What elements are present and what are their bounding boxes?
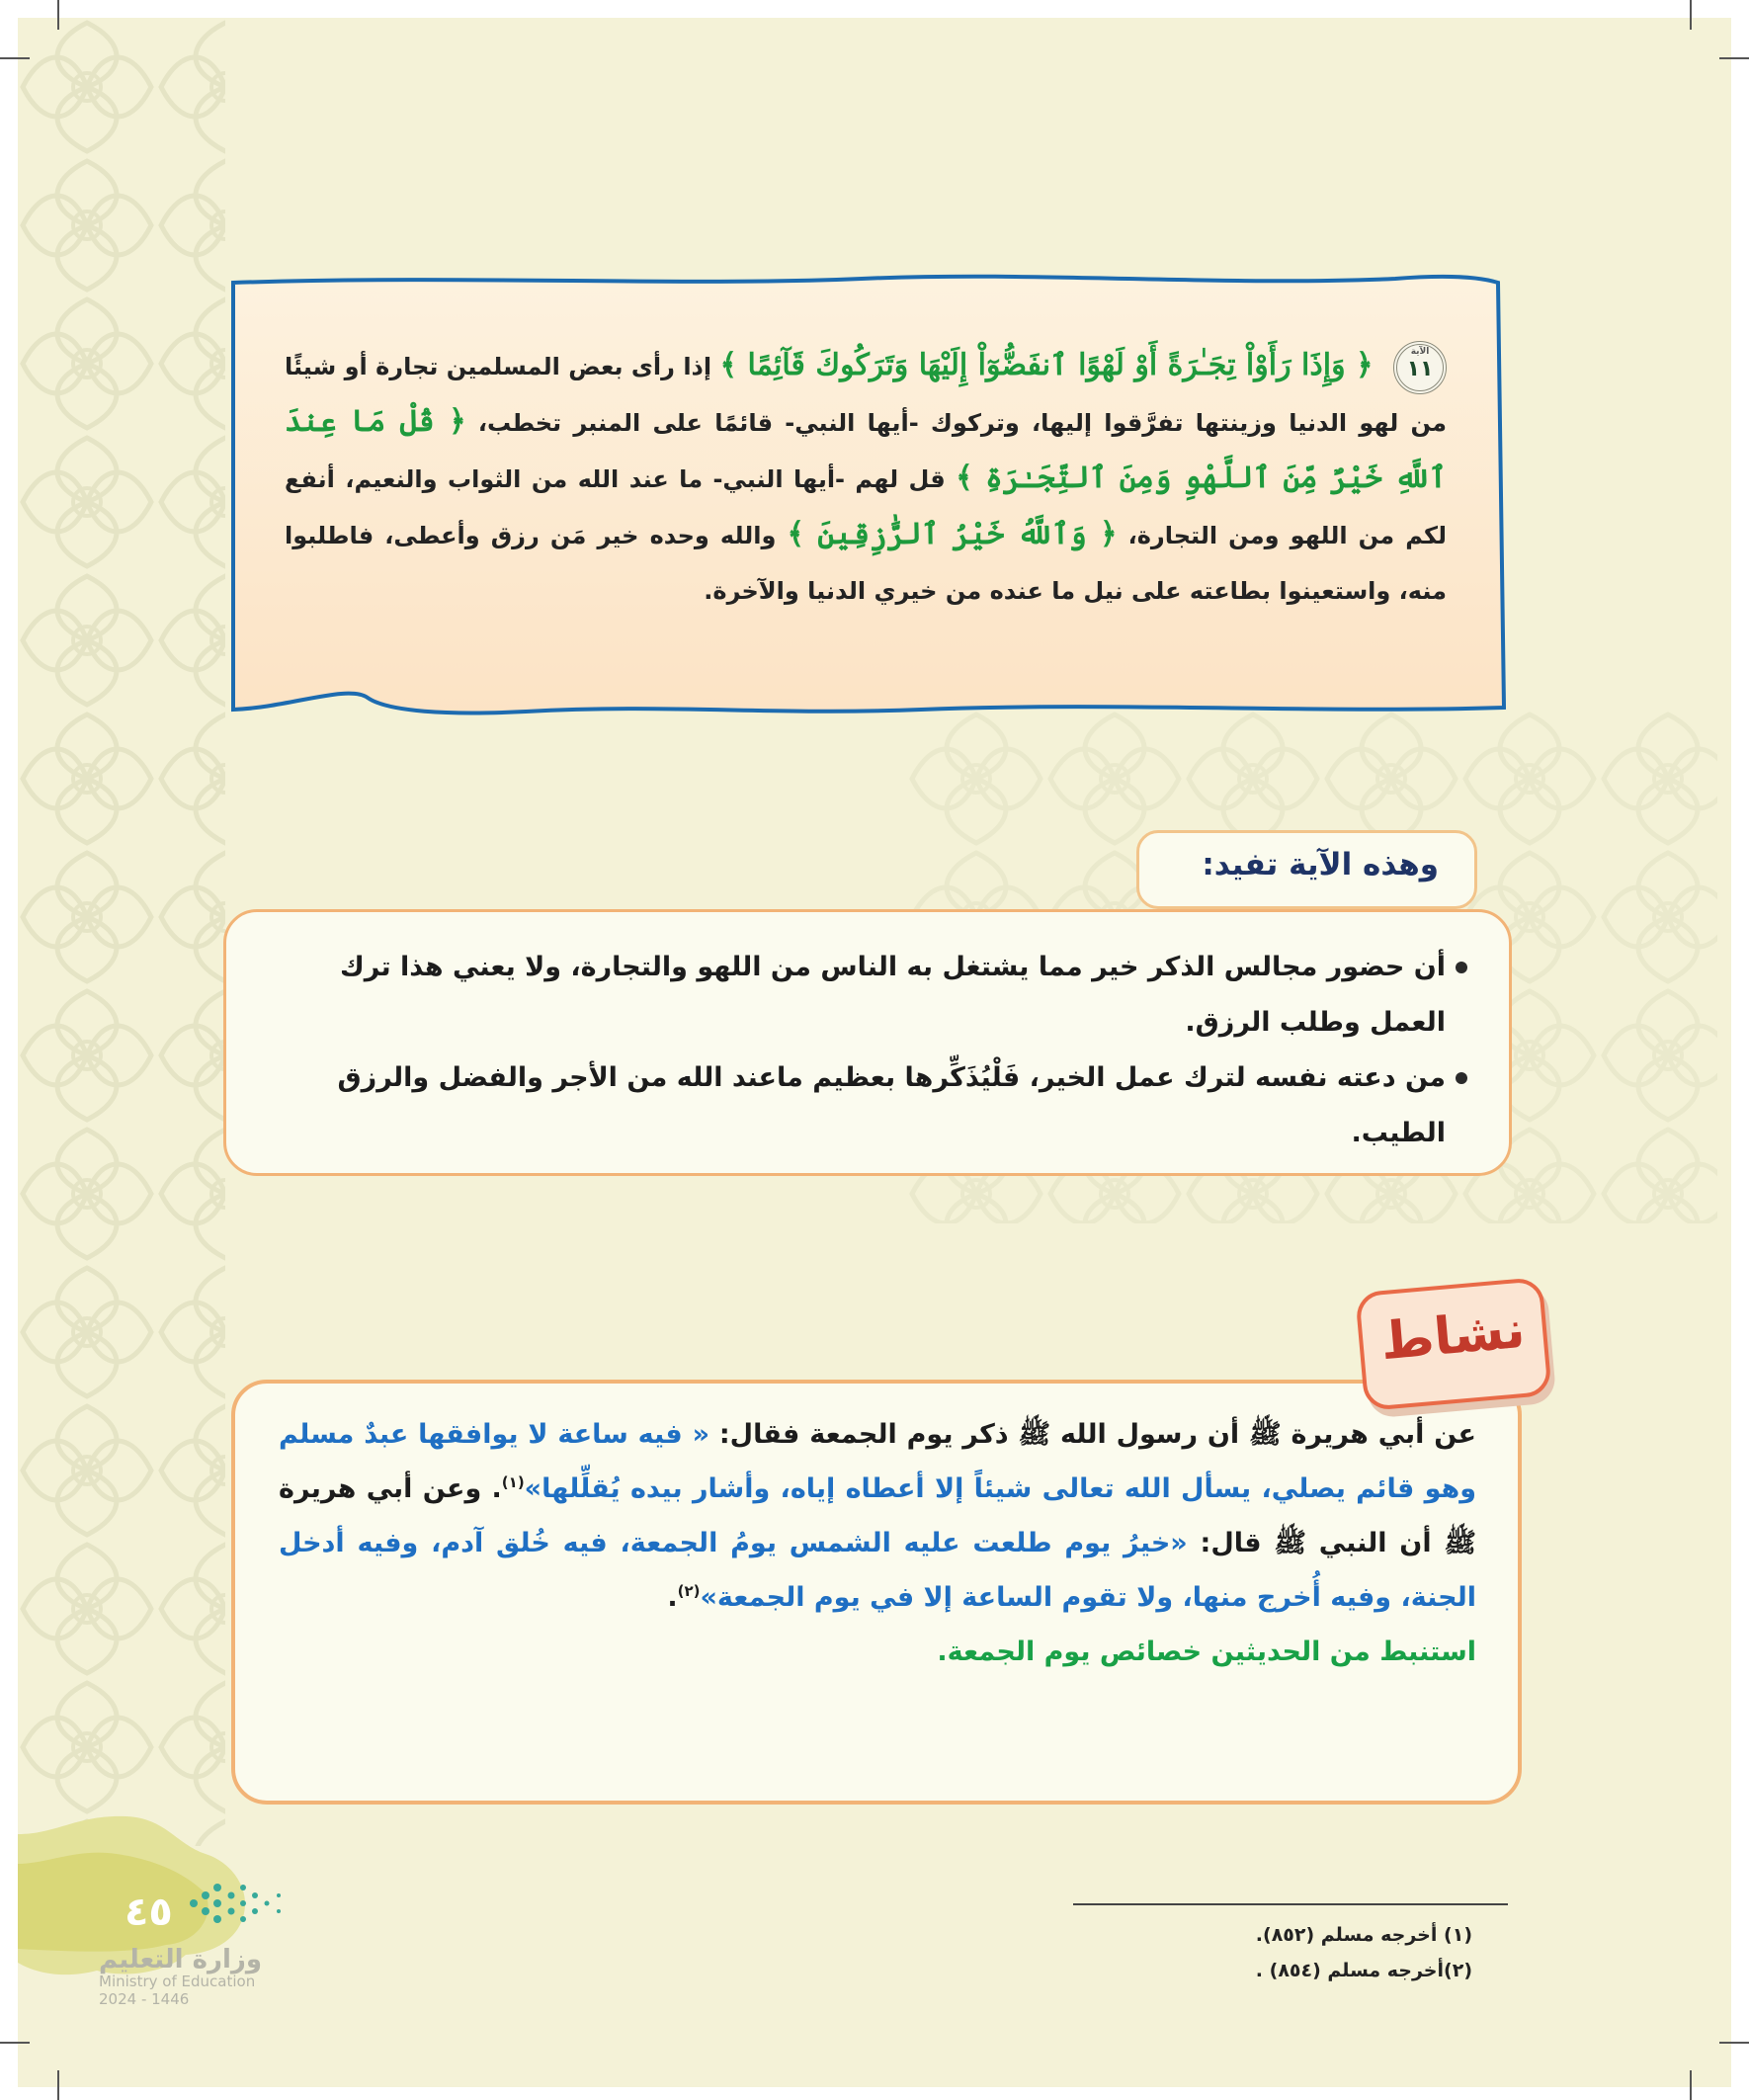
arabesque-ornament-left (18, 18, 225, 1846)
edition-year: 2024 - 1446 (99, 1990, 190, 2008)
crop-mark (1690, 2070, 1692, 2100)
crop-mark (1719, 57, 1749, 59)
crop-mark (57, 0, 59, 30)
crop-mark (1690, 0, 1692, 30)
explanation-segment: قل لهم -أيها النبي- ما عند الله من الثواب والنعيم، أنفع لكم من اللهو ومن التجارة، (285, 465, 1448, 549)
benefits-title: وهذه الآية تفيد: (1202, 847, 1439, 882)
benefit-item: أن حضور مجالس الذكر خير مما يشتغل به الناس من اللهو والتجارة، ولا يعني هذا ترك العمل وطلب الرزق. (303, 940, 1467, 1050)
crop-mark (0, 57, 30, 59)
explanation-segment: والله وحده خير مَن رزق وأعطى، فاطلبوا منه، واستعينوا بطاعته على نيل ما عنده من خيري الدنيا والآخرة. (285, 522, 1447, 605)
activity-paragraph (279, 1407, 1476, 1679)
quran-segment: ﴿ وَإِذَا رَأَوْاْ تِجَـٰرَةً أَوْ لَهْوًا ٱنفَضُّوٓاْ إِلَيْهَا وَتَرَكُوكَ قَآئِمًا ﴾ (719, 348, 1374, 382)
ministry-name-ar: وزارة التعليم (99, 1945, 262, 1974)
footnote: (٢)أخرجه مسلم (٨٥٤) . (1255, 1960, 1472, 1981)
footnotes (1256, 1917, 1472, 1988)
activity-task: استنبط من الحديثين خصائص يوم الجمعة. (937, 1637, 1476, 1667)
ayah-paragraph (285, 338, 1447, 619)
ministry-name-en: Ministry of Education (99, 1973, 256, 1990)
benefits-box (223, 909, 1512, 1176)
footnote-ref: (١) (501, 1473, 525, 1491)
benefit-item: من دعته نفسه لترك عمل الخير، فَلْيُذَكِّرها بعظيم ماعند الله من الأجر والفضل والرزق الطيب. (303, 1050, 1467, 1161)
narration-text: عن أبي هريرة ﷺ أن رسول الله ﷺ ذكر يوم الجمعة فقال: (709, 1419, 1476, 1450)
activity-badge (1355, 1277, 1552, 1411)
ayah-explanation-box (229, 273, 1508, 717)
footnote: (١) أخرجه مسلم (٨٥٢). (1255, 1924, 1472, 1946)
textbook-page (18, 18, 1731, 2087)
ministry-logo-dots (186, 1874, 294, 1933)
narration-text: . وعن أبي هريرة ﷺ أن النبي ﷺ قال: (279, 1473, 1477, 1558)
quran-segment: ﴿ وَٱللَّهُ خَيْرُ ٱلرَّٰزِقِينَ ﴾ (787, 517, 1118, 551)
narration-text: . (667, 1582, 678, 1613)
crop-mark (57, 2070, 59, 2100)
benefits-title-tab (1136, 830, 1477, 909)
benefits-list (226, 912, 1509, 1161)
page-number: ٤٥ (125, 1890, 173, 1935)
activity-badge-label: نشاط (1377, 1300, 1528, 1373)
footnote-ref: (٢) (677, 1582, 701, 1600)
ayah-number-badge: الآية ١١ (1393, 341, 1447, 394)
explanation-segment: إذا رأى بعض المسلمين تجارة أو شيئًا من لهو الدنيا وزينتها تفرَّقوا إليها، وتركوك -أيها النبي- قائمًا على المنبر تخطب، (285, 353, 1447, 437)
hadith-text: «خيرُ يوم طلعت عليه الشمس يومُ الجمعة، فيه خُلق آدم، وفيه أدخل الجنة، وفيه أُخرج منها، ولا تقوم الساعة إلا في يوم الجمعة» (279, 1528, 1476, 1613)
ministry-logo (99, 1945, 262, 2008)
crop-mark (1719, 2042, 1749, 2044)
hadith-text: « فيه ساعة لا يوافقها عبدٌ مسلم وهو قائم يصلي، يسأل الله تعالى شيئاً إلا أعطاه إياه، وأشار بيده يُقلِّلها» (279, 1419, 1476, 1504)
crop-mark (0, 2042, 30, 2044)
activity-box (231, 1380, 1522, 1805)
quran-segment: ﴿ قُلْ مَا عِندَ ٱللَّهِ خَيْرٌ مِّنَ ٱللَّهْوِ وَمِنَ ٱلتِّجَـٰرَةِ ﴾ (285, 404, 1447, 495)
footnote-divider (1073, 1903, 1508, 1905)
